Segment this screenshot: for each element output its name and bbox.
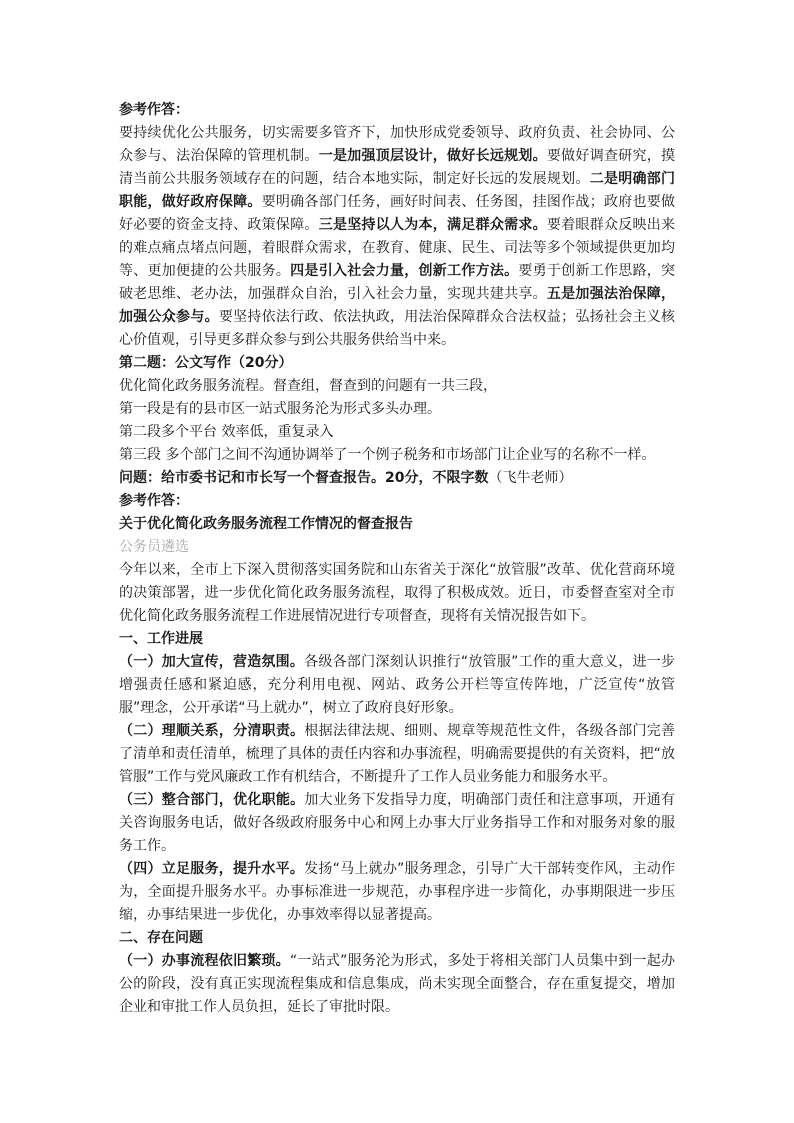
progress-item-text: 加大业务下发指导力度，明确部门责任和注意事项，开通有关咨询服务电话，做好各级政府服务中心和网上办事大厅业务指导工作和对服务对象的服务工作。	[119, 792, 675, 854]
progress-item-text: 发扬“马上就办”服务理念，引导广大干部转变作风，主动作为，全面提升服务水平。办事标准进一步规范，办事程序进一步简化，办事期限进一步压缩，办事结果进一步优化，办事效率得以显著提高。	[119, 861, 675, 923]
progress-item	[119, 720, 675, 789]
answer-point: 一是加强顶层设计，做好长远规划。	[318, 148, 547, 164]
answer-point: 三是坚持以人为本，满足群众需求。	[318, 217, 547, 233]
progress-item	[119, 789, 675, 858]
answer-paragraph	[119, 122, 675, 352]
report-intro: 今年以来，全市上下深入贯彻落实国务院和山东省关于深化“放管服”改革、优化营商环境的决策部署，进一步优化简化政务服务流程，取得了积极成效。近日，市委督查室对全市优化简化政务服务流程工作进展情况进行专项督查，现将有关情况报告如下。	[119, 562, 675, 624]
answer-text: 要持续优化公共服务，切实需要多管齐下，加快形成党委领导、政府负责、社会协同、公众参与、法治保障的管理机制。	[119, 125, 675, 164]
answer-text: 要坚持依法行政、依法执政，用法治保障群众合法权益；弘扬社会主义核心价值观，引导更多群众参与到公共服务供给当中来。	[119, 309, 675, 348]
answer-point: 五是加强法治保障，加强公众参与。	[119, 286, 676, 325]
report-title: 关于优化简化政务服务流程工作情况的督查报告	[119, 516, 413, 532]
question-line: 第一段是有的县市区一站式服务沦为形式多头办理。	[119, 401, 441, 417]
problems-heading: 二、存在问题	[119, 930, 203, 946]
progress-item	[119, 858, 675, 927]
problem-item	[119, 950, 675, 1019]
watermark-text: 公务员遴选	[119, 539, 189, 555]
problem-item-title: （一）办事流程依旧繁琐。	[119, 953, 290, 969]
question-prompt-tail: （飞牛老师）	[488, 470, 573, 486]
answer-heading: 参考作答：	[119, 493, 189, 509]
answer-point: 二是明确部门职能，做好政府保障。	[119, 171, 676, 210]
question-heading: 第二题：公文写作（20分）	[119, 355, 293, 371]
answer-text: 要明确各部门任务，画好时间表、任务图，挂图作战；政府也要做好必要的资金支持、政策保障。	[119, 194, 676, 233]
question-line: 优化简化政务服务流程。督查组，督查到的问题有一共三段，	[119, 378, 497, 394]
progress-item-title: （四）立足服务，提升水平。	[119, 861, 305, 877]
progress-item-title: （三）整合部门，优化职能。	[119, 792, 305, 808]
progress-item-text: 根据法律法规、细则、规章等规范性文件，各级各部门完善了清单和责任清单，梳理了具体的责任内容和办事流程，明确需要提供的有关资料，把“放管服”工作与党风廉政工作有机结合，不断提升了工作人员业务能力和服务水平。	[119, 723, 675, 785]
answer-text: 要做好调查研究，摸清当前公共服务领域存在的问题，结合本地实际，制定好长远的发展规划。	[119, 148, 676, 187]
progress-item-title: （二）理顺关系，分清职责。	[119, 723, 305, 739]
progress-item-title: （一）加大宣传，营造氛围。	[119, 654, 305, 670]
section-heading: 参考作答：	[119, 102, 189, 118]
progress-item	[119, 651, 675, 720]
question-prompt-bold: 问题：给市委书记和市长写一个督查报告。20分，不限字数	[119, 470, 489, 486]
document-page	[119, 99, 675, 1019]
answer-text: 要勇于创新工作思路，突破老思维、老办法，加强群众自治，引入社会力量，实现共建共享。	[119, 263, 676, 302]
question-prompt	[119, 467, 675, 490]
progress-heading: 一、工作进展	[119, 631, 203, 647]
question-line: 第二段多个平台 效率低，重复录入	[119, 424, 334, 440]
answer-point: 四是引入社会力量，创新工作方法。	[290, 263, 519, 279]
answer-text: 要着眼群众反映出来的难点痛点堵点问题，着眼群众需求，在教育、健康、民生、司法等多个领域提供更加均等、更加便捷的公共服务。	[119, 217, 676, 279]
question-line: 第三段 多个部门之间不沟通协调举了一个例子税务和市场部门让企业写的名称不一样。	[119, 447, 656, 463]
progress-item-text: 各级各部门深刻认识推行“放管服”工作的重大意义，进一步增强责任感和紧迫感，充分利用电视、网站、政务公开栏等宣传阵地，广泛宣传“放管服”理念，公开承诺“马上就办”，树立了政府良好形象。	[119, 654, 675, 716]
problem-item-text: “一站式”服务沦为形式，多处于将相关部门人员集中到一起办公的阶段，没有真正实现流程集成和信息集成，尚未实现全面整合，存在重复提交，增加企业和审批工作人员负担，延长了审批时限。	[119, 953, 675, 1015]
